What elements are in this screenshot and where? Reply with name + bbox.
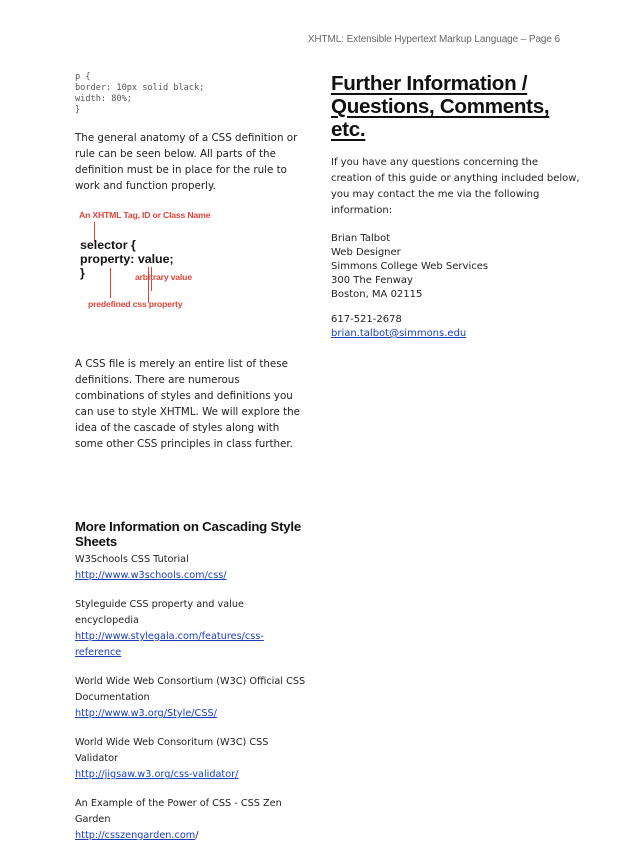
code-sample — [75, 72, 307, 116]
resource-link[interactable]: http://jigsaw.w3.org/css-validator/ — [75, 769, 239, 780]
resource-item — [75, 735, 307, 783]
value-annotation: arbitrary value — [135, 272, 192, 282]
code-line: p { — [75, 72, 91, 82]
css-rule-diagram — [75, 210, 307, 340]
resource-label: World Wide Web Consortium (W3C) Official CSS Documentation — [75, 676, 306, 703]
code-line: width: 80%; — [75, 94, 132, 104]
resource-item — [75, 597, 307, 661]
resource-item — [75, 674, 307, 722]
contact-org: Simmons College Web Services — [331, 261, 489, 272]
code-line: border: 10px solid black; — [75, 83, 205, 93]
resource-link-trail: / — [195, 830, 199, 841]
resource-item — [75, 552, 307, 584]
contact-city: Boston, MA 02115 — [331, 289, 423, 300]
anatomy-paragraph: The general anatomy of a CSS definition or rule can be seen below. All parts of the definition must be in place for the rule to work and function properly. — [75, 132, 298, 192]
selector-line: selector { — [80, 238, 136, 252]
resource-label: World Wide Web Consoritum (W3C) CSS Validator — [75, 737, 269, 764]
contact-role: Web Designer — [331, 247, 401, 258]
contact-street: 300 The Fenway — [331, 275, 413, 286]
css-file-paragraph: A CSS file is merely an entire list of these definitions. There are numerous combinations of styles and definitions you can use to style XHTML. We will explore the idea of the cascade of styles along with some other CSS principles in class further. — [75, 358, 301, 450]
code-line: } — [75, 105, 81, 115]
resource-link[interactable]: http://www.stylegala.com/features/css-reference — [75, 631, 264, 658]
resource-link-wrap — [75, 828, 307, 844]
contact-email-link[interactable]: brian.talbot@simmons.edu — [331, 328, 467, 339]
resource-label: W3Schools CSS Tutorial — [75, 554, 189, 565]
contact-phone: 617-521-2678 — [331, 314, 402, 325]
resource-label: Styleguide CSS property and value encyclopedia — [75, 599, 244, 626]
left-column — [75, 72, 307, 844]
resource-item — [75, 796, 307, 844]
resource-label: An Example of the Power of CSS - CSS Zen Garden — [75, 798, 282, 825]
resource-link[interactable]: http://csszengarden.com — [75, 830, 196, 841]
contact-block — [331, 232, 581, 341]
further-info-heading: Further Information / Questions, Comments, etc. — [331, 72, 550, 141]
property-pointer-line-3 — [110, 268, 111, 298]
contact-intro: If you have any questions concerning the creation of this guide or anything included below, you may contact the me via the following information: — [331, 157, 580, 216]
contact-name: Brian Talbot — [331, 233, 391, 244]
closing-brace: } — [80, 266, 85, 280]
resource-link[interactable]: http://www.w3.org/Style/CSS/ — [75, 708, 217, 719]
property-annotation: predefined css property — [88, 299, 183, 309]
property-line: property: value; — [80, 252, 174, 266]
more-info-heading: More Information on Cascading Style Sheets — [75, 519, 302, 549]
right-column — [331, 72, 581, 341]
resource-link[interactable]: http://www.w3schools.com/css/ — [75, 570, 227, 581]
tag-annotation: An XHTML Tag, ID or Class Name — [79, 210, 211, 220]
page-header: XHTML: Extensible Hypertext Markup Language – Page 6 — [307, 34, 560, 45]
